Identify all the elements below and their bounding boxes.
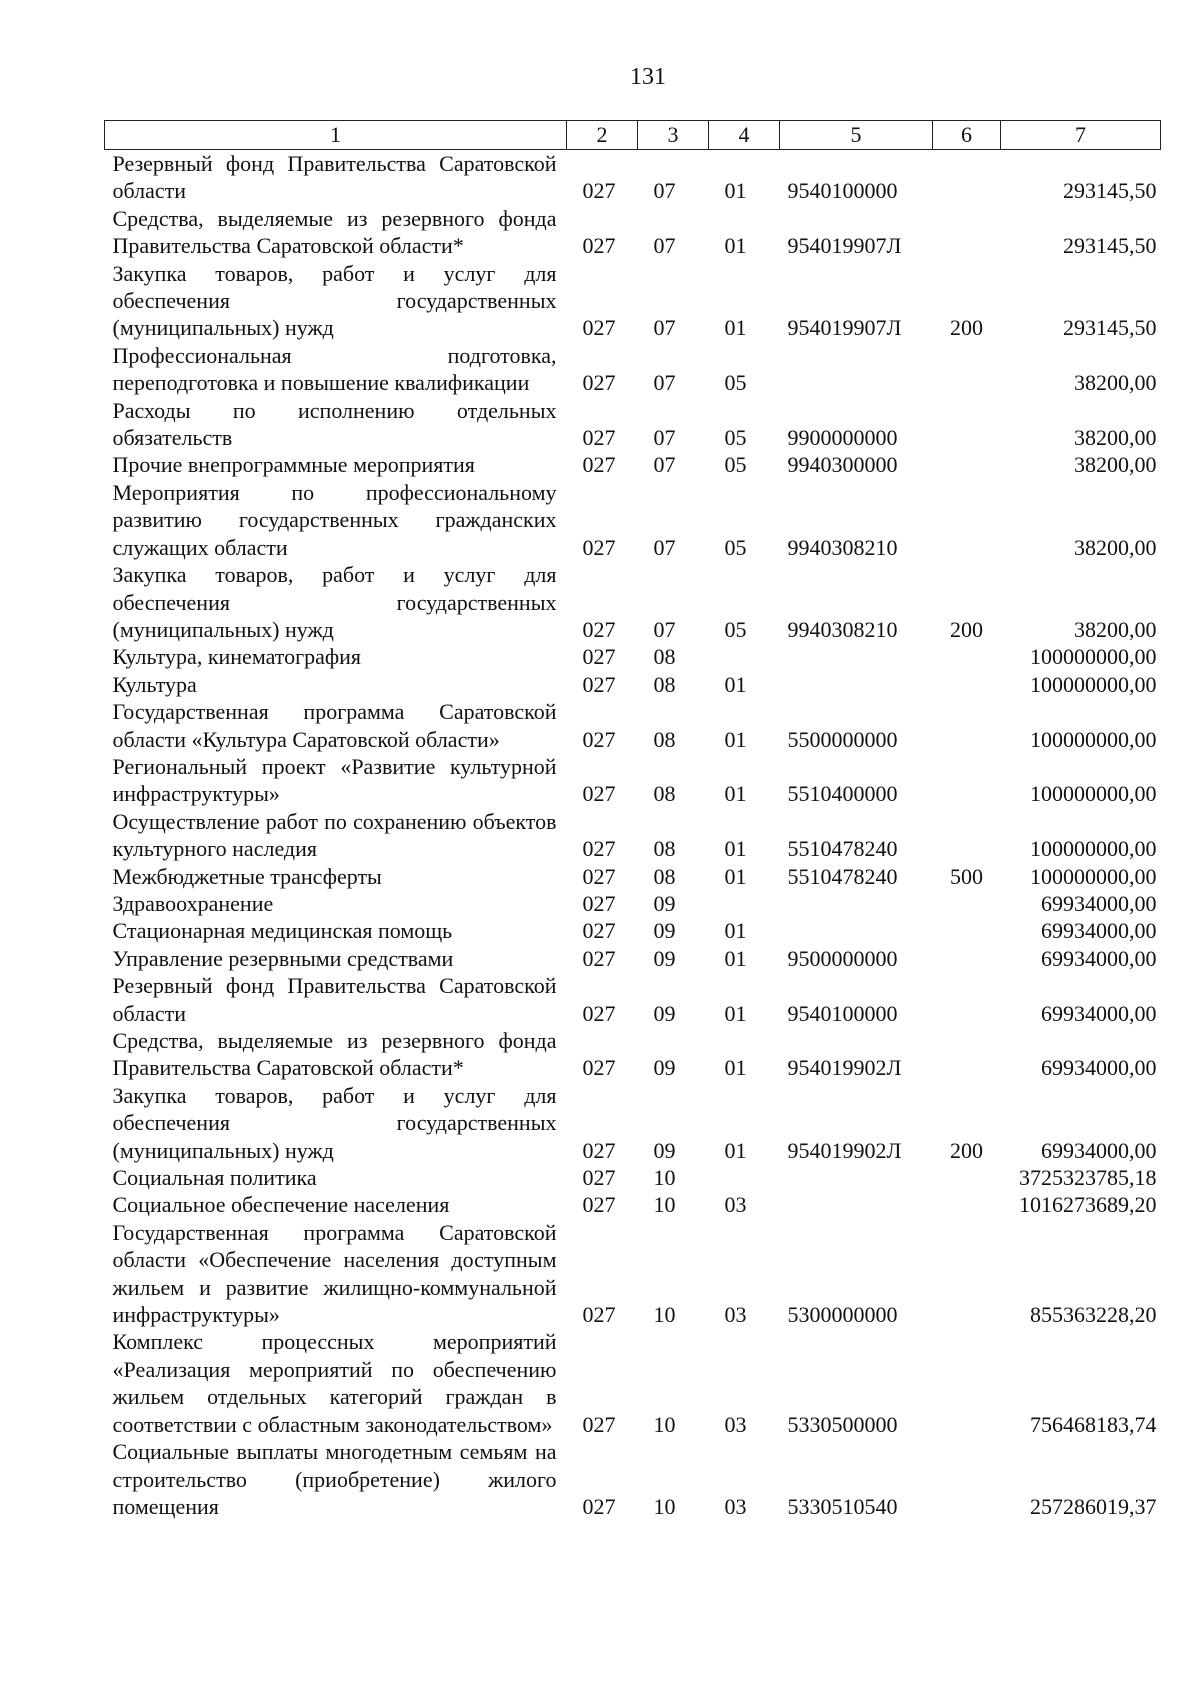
row-expense-type [933,671,1001,698]
row-target-article: 954019907Л [787,233,902,259]
row-amount: 69934000,00 [1041,918,1157,944]
row-section: 09 [653,1000,676,1026]
row-name: Социальная политика [112,1165,317,1191]
table-row [105,1328,1161,1438]
row-section: 07 [653,233,676,259]
row-subsection: 05 [724,425,747,451]
row-grbs: 027 [582,1192,616,1218]
row-section: 07 [653,370,676,396]
row-expense-type [933,150,1001,205]
row-amount: 293145,50 [1063,233,1157,259]
row-target-article: 954019902Л [787,1055,902,1081]
table-row [105,1082,1161,1164]
row-subsection: 01 [724,1055,747,1081]
row-target-article: 954019902Л [787,1137,902,1163]
row-expense-type [933,1328,1001,1438]
header-row [105,121,1161,150]
row-grbs: 027 [582,1000,616,1026]
row-grbs: 027 [582,315,616,341]
row-expense-type [933,479,1001,561]
budget-table [104,120,1161,1520]
row-target-article: 9500000000 [787,945,898,971]
table-row [105,561,1161,643]
row-name: Региональный проект «Развитие культурной инфраструктуры» [112,753,557,807]
row-name: Средства, выделяемые из резервного фонда Правительства Саратовской области* [112,205,557,259]
row-target-article [780,1164,933,1191]
row-section: 07 [653,616,676,642]
table-row [105,753,1161,808]
row-name: Межбюджетные трансферты [112,863,382,889]
row-amount: 38200,00 [1074,616,1157,642]
row-subsection: 05 [724,452,747,478]
row-expense-type [933,945,1001,972]
row-name: Осуществление работ по сохранению объектов культурного наследия [112,808,557,862]
row-name: Профессиональная подготовка, переподготовка и повышение квалификации [112,342,557,396]
row-target-article: 9900000000 [787,425,898,451]
row-subsection: 03 [724,1302,747,1328]
table-row [105,671,1161,698]
row-amount: 38200,00 [1074,370,1157,396]
header-col-7: 7 [1001,121,1161,150]
row-target-article: 9940308210 [787,534,898,560]
row-amount: 100000000,00 [1030,671,1157,697]
row-amount: 257286019,37 [1030,1493,1157,1519]
row-expense-type [933,1219,1001,1329]
table-row [105,451,1161,478]
row-expense-type [933,643,1001,670]
row-target-article [780,917,933,944]
table-row [105,945,1161,972]
row-amount: 1016273689,20 [1019,1192,1157,1218]
row-subsection: 05 [724,534,747,560]
row-grbs: 027 [582,890,616,916]
table-row [105,150,1161,205]
row-name: Культура [112,671,197,697]
row-grbs: 027 [582,726,616,752]
table-row [105,972,1161,1027]
row-expense-type: 200 [950,315,983,341]
row-grbs: 027 [582,1137,616,1163]
row-subsection [709,890,780,917]
row-grbs: 027 [582,644,616,670]
row-target-article [780,1191,933,1218]
row-section: 07 [653,425,676,451]
row-grbs: 027 [582,452,616,478]
row-expense-type [933,808,1001,863]
row-name: Управление резервными средствами [112,945,454,971]
table-body [105,150,1161,1521]
row-grbs: 027 [582,1493,616,1519]
header-col-2: 2 [567,121,638,150]
row-amount: 756468183,74 [1030,1411,1157,1437]
row-grbs: 027 [582,178,616,204]
row-name: Культура, кинематография [112,644,362,670]
row-amount: 3725323785,18 [1019,1165,1157,1191]
row-grbs: 027 [582,616,616,642]
row-subsection: 01 [724,945,747,971]
row-section: 10 [653,1493,676,1519]
table-row [105,890,1161,917]
table-row [105,479,1161,561]
row-amount: 38200,00 [1074,534,1157,560]
row-amount: 69934000,00 [1041,1000,1157,1026]
row-subsection [709,643,780,670]
row-expense-type [933,972,1001,1027]
row-expense-type [933,1027,1001,1082]
row-target-article [780,671,933,698]
row-target-article: 9940308210 [787,616,898,642]
row-target-article [780,890,933,917]
row-expense-type [933,917,1001,944]
row-section: 09 [653,918,676,944]
row-name: Государственная программа Саратовской области «Культура Саратовской области» [112,699,557,752]
row-amount: 100000000,00 [1030,644,1157,670]
row-expense-type [933,342,1001,397]
row-target-article: 5300000000 [787,1302,898,1328]
row-target-article: 9540100000 [787,178,898,204]
header-col-5: 5 [780,121,933,150]
row-expense-type [933,1438,1001,1520]
table-row [105,1164,1161,1191]
table-row [105,643,1161,670]
row-section: 08 [653,836,676,862]
row-section: 08 [653,726,676,752]
row-subsection: 01 [724,726,747,752]
row-grbs: 027 [582,233,616,259]
row-expense-type [933,397,1001,452]
row-amount: 293145,50 [1063,178,1157,204]
row-target-article: 5510478240 [787,863,898,889]
table-row [105,260,1161,342]
row-amount: 38200,00 [1074,425,1157,451]
row-amount: 69934000,00 [1041,1137,1157,1163]
row-expense-type [933,451,1001,478]
row-section: 09 [653,890,676,916]
row-grbs: 027 [582,370,616,396]
row-subsection: 01 [724,315,747,341]
row-section: 07 [653,315,676,341]
table-row [105,808,1161,863]
row-amount: 100000000,00 [1030,863,1157,889]
row-target-article [780,342,933,397]
row-grbs: 027 [582,671,616,697]
row-subsection: 03 [724,1493,747,1519]
header-col-1: 1 [105,121,567,150]
row-target-article: 954019907Л [787,315,902,341]
row-amount: 69934000,00 [1041,1055,1157,1081]
row-name: Комплекс процессных мероприятий «Реализация мероприятий по обеспечению жильем отдельных категорий граждан в соответствии с областным законодательством» [112,1329,557,1437]
row-expense-type: 200 [950,616,983,642]
row-amount: 293145,50 [1063,315,1157,341]
header-col-6: 6 [933,121,1001,150]
header-col-4: 4 [709,121,780,150]
row-subsection [709,1164,780,1191]
page-number: 131 [630,64,666,90]
row-subsection: 01 [724,1137,747,1163]
row-section: 08 [653,644,676,670]
row-subsection: 03 [724,1411,747,1437]
table-header [105,121,1161,150]
row-grbs: 027 [582,781,616,807]
row-expense-type [933,205,1001,260]
row-grbs: 027 [582,918,616,944]
table-row [105,863,1161,890]
row-target-article: 5510400000 [787,781,898,807]
table-row [105,917,1161,944]
row-grbs: 027 [582,1055,616,1081]
row-grbs: 027 [582,836,616,862]
table-row [105,698,1161,753]
row-amount: 100000000,00 [1030,781,1157,807]
row-name: Мероприятия по профессиональному развитию государственных гражданских служащих области [112,479,557,560]
row-name: Закупка товаров, работ и услуг для обеспечения государственных (муниципальных) нужд [112,260,557,341]
row-grbs: 027 [582,534,616,560]
row-expense-type [933,698,1001,753]
row-subsection: 01 [724,178,747,204]
row-section: 09 [653,1137,676,1163]
row-expense-type [933,1164,1001,1191]
row-subsection: 03 [724,1192,747,1218]
row-section: 10 [653,1165,676,1191]
row-section: 08 [653,671,676,697]
row-amount: 100000000,00 [1030,836,1157,862]
row-grbs: 027 [582,945,616,971]
row-target-article: 9540100000 [787,1000,898,1026]
row-amount: 100000000,00 [1030,726,1157,752]
row-section: 10 [653,1411,676,1437]
row-section: 10 [653,1192,676,1218]
row-target-article: 5330510540 [787,1493,898,1519]
table-row [105,342,1161,397]
row-subsection: 01 [724,918,747,944]
row-name: Расходы по исполнению отдельных обязательств [112,397,557,451]
row-subsection: 05 [724,616,747,642]
row-subsection: 05 [724,370,747,396]
row-target-article: 5500000000 [787,726,898,752]
row-section: 07 [653,534,676,560]
table-row [105,1219,1161,1329]
row-expense-type [933,1191,1001,1218]
row-section: 08 [653,863,676,889]
row-section: 08 [653,781,676,807]
row-name: Прочие внепрограммные мероприятия [112,452,475,478]
row-name: Государственная программа Саратовской области «Обеспечение населения доступным жильем и развитие жилищно-коммунальной инфраструктуры» [112,1219,557,1328]
row-name: Стационарная медицинская помощь [112,918,453,944]
row-target-article: 5330500000 [787,1411,898,1437]
row-expense-type: 200 [950,1137,983,1163]
row-target-article: 5510478240 [787,836,898,862]
row-amount: 855363228,20 [1030,1302,1157,1328]
row-section: 09 [653,1055,676,1081]
row-expense-type [933,753,1001,808]
row-subsection: 01 [724,233,747,259]
header-col-3: 3 [638,121,709,150]
row-amount: 69934000,00 [1041,945,1157,971]
table-row [105,1027,1161,1082]
row-grbs: 027 [582,425,616,451]
row-amount: 38200,00 [1074,452,1157,478]
row-subsection: 01 [724,671,747,697]
row-expense-type [933,890,1001,917]
row-expense-type: 500 [950,863,983,889]
row-name: Социальные выплаты многодетным семьям на строительство (приобретение) жилого помещения [112,1439,557,1519]
table-row [105,1191,1161,1218]
row-subsection: 01 [724,836,747,862]
row-name: Закупка товаров, работ и услуг для обеспечения государственных (муниципальных) нужд [112,1082,557,1163]
row-grbs: 027 [582,1302,616,1328]
table-row [105,1438,1161,1520]
table-row [105,397,1161,452]
row-amount: 69934000,00 [1041,890,1157,916]
table-row [105,205,1161,260]
row-subsection: 01 [724,781,747,807]
row-grbs: 027 [582,863,616,889]
row-name: Здравоохранение [112,890,274,916]
row-target-article: 9940300000 [787,452,898,478]
row-name: Закупка товаров, работ и услуг для обеспечения государственных (муниципальных) нужд [112,562,557,642]
row-grbs: 027 [582,1165,616,1191]
row-subsection: 01 [724,863,747,889]
row-target-article [780,643,933,670]
row-name: Резервный фонд Правительства Саратовской области [112,973,557,1026]
row-grbs: 027 [582,1411,616,1437]
row-name: Социальное обеспечение населения [112,1192,450,1218]
row-section: 10 [653,1302,676,1328]
row-name: Средства, выделяемые из резервного фонда Правительства Саратовской области* [112,1028,557,1081]
row-section: 07 [653,452,676,478]
row-section: 07 [653,178,676,204]
row-subsection: 01 [724,1000,747,1026]
row-section: 09 [653,945,676,971]
row-name: Резервный фонд Правительства Саратовской области [112,151,557,204]
